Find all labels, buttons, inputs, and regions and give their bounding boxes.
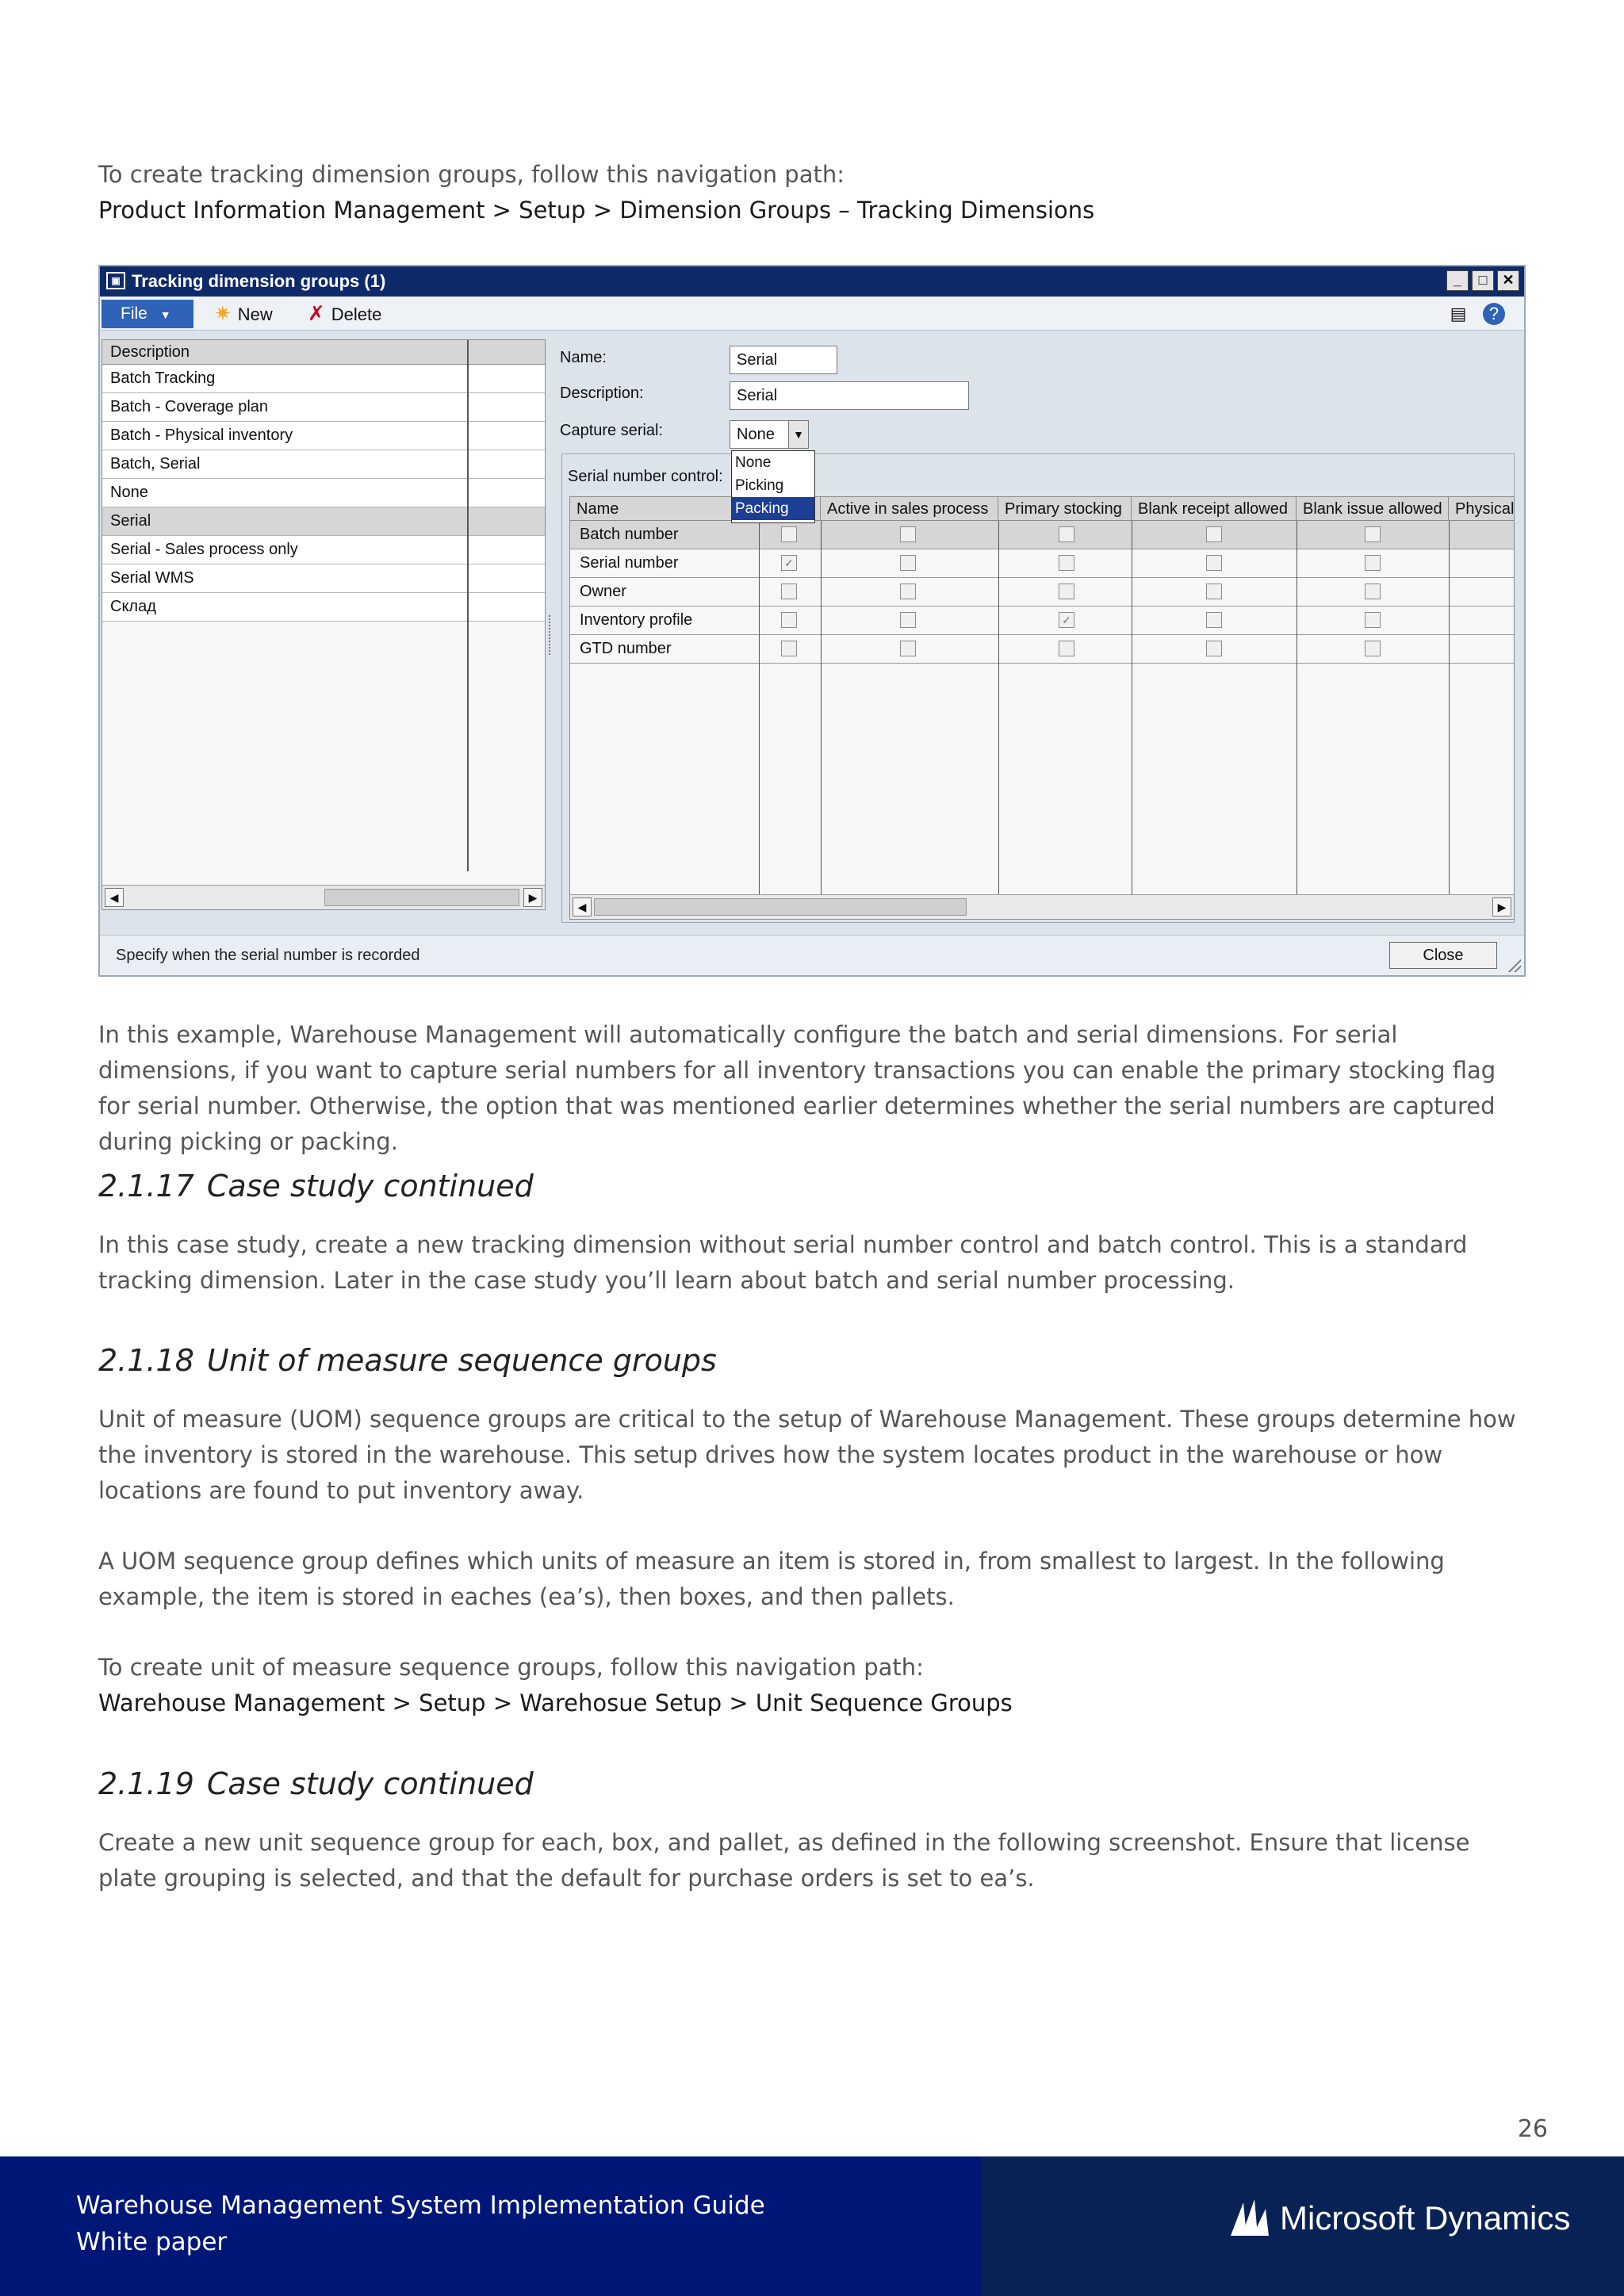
dynamics-logo-icon	[1229, 2198, 1270, 2237]
scroll-left-icon[interactable]: ◀	[573, 897, 592, 916]
paragraph: A UOM sequence group defines which units of measure an item is stored in, from smallest to largest. In the following example, the item is stored in eaches (ea’s), then boxes, and then pallets.	[98, 1548, 1445, 1610]
name-label: Name:	[560, 349, 607, 366]
table-row[interactable]	[570, 521, 1515, 549]
section-title: Case study continued	[206, 1766, 534, 1801]
delete-x-icon: ✗	[308, 301, 325, 325]
page-number: 26	[1517, 2115, 1548, 2143]
list-horizontal-scrollbar[interactable]	[102, 885, 545, 909]
section-title: Case study continued	[206, 1169, 534, 1203]
dropdown-option-picking[interactable]: Picking	[735, 477, 784, 494]
maximize-icon[interactable]: □	[1472, 270, 1494, 291]
file-label: File	[121, 304, 147, 323]
scroll-left-icon[interactable]: ◀	[105, 888, 124, 907]
checkbox[interactable]	[1365, 641, 1381, 656]
paragraph: In this example, Warehouse Management will automatically configure the batch and serial dimensions. For serial dimensions, if you want to capture serial numbers for all inventory transactions you can enable the primary stocking flag for serial number. Otherwise, the option that was mentioned earlier determines whether the serial numbers are captured during picking or packing.	[98, 1021, 1496, 1155]
checkbox[interactable]	[781, 612, 797, 628]
scroll-thumb[interactable]	[594, 898, 967, 916]
dimension-grid	[569, 496, 1515, 920]
list-item[interactable]: Batch Tracking	[102, 365, 545, 393]
description-field[interactable]: Serial	[730, 381, 969, 410]
status-text: Specify when the serial number is recorded	[116, 947, 420, 964]
list-item-selected[interactable]: Serial	[102, 507, 545, 536]
checkbox[interactable]	[1059, 584, 1074, 599]
chevron-down-icon: ▼	[159, 308, 171, 321]
list-item[interactable]: Serial - Sales process only	[102, 536, 545, 564]
checkbox[interactable]: ✓	[781, 555, 797, 571]
row-name: GTD number	[580, 640, 672, 657]
grid-column-line	[1449, 521, 1450, 895]
delete-label: Delete	[331, 304, 382, 324]
description-label: Description:	[560, 385, 644, 402]
window-title: Tracking dimension groups (1)	[132, 271, 386, 291]
layout-icon[interactable]: ▤	[1450, 304, 1467, 323]
minimize-icon[interactable]: _	[1446, 270, 1469, 291]
column-header-primary-stocking[interactable]: Primary stocking	[998, 497, 1132, 521]
checkbox[interactable]	[781, 526, 797, 542]
checkbox[interactable]	[1365, 526, 1381, 542]
section-number: 2.1.17	[98, 1169, 194, 1203]
section-heading	[98, 1766, 534, 1801]
list-item[interactable]: Serial WMS	[102, 564, 545, 593]
checkbox[interactable]	[781, 641, 797, 656]
table-row[interactable]	[570, 578, 1515, 607]
capture-serial-dropdown-list	[731, 450, 815, 523]
new-label: New	[237, 304, 273, 324]
checkbox[interactable]	[1365, 584, 1381, 599]
grid-horizontal-scrollbar[interactable]	[570, 894, 1514, 919]
checkbox[interactable]	[1206, 526, 1222, 542]
checkbox[interactable]	[1206, 612, 1222, 628]
name-field[interactable]: Serial	[730, 346, 837, 374]
section-number: 2.1.18	[98, 1343, 194, 1378]
capture-serial-select[interactable]: None	[730, 420, 790, 449]
list-item[interactable]: Batch - Physical inventory	[102, 422, 545, 450]
checkbox[interactable]: ✓	[1059, 612, 1074, 628]
scroll-right-icon[interactable]: ▶	[523, 888, 542, 907]
paragraph: In this case study, create a new tracking dimension without serial number control and batch control. This is a standard tracking dimension. Later in the case study you’ll learn about batch and serial number processing.	[98, 1231, 1468, 1294]
column-header-physical[interactable]: Physical	[1449, 497, 1515, 521]
row-name: Owner	[580, 583, 626, 600]
checkbox[interactable]	[900, 641, 916, 656]
delete-button[interactable]	[308, 300, 381, 327]
checkbox[interactable]	[1206, 584, 1222, 599]
dropdown-arrow-icon[interactable]: ▼	[788, 420, 809, 449]
row-name: Inventory profile	[580, 611, 693, 629]
section-title: Unit of measure sequence groups	[206, 1343, 717, 1378]
list-header-description[interactable]: Description	[102, 340, 545, 365]
scroll-thumb[interactable]	[324, 889, 519, 906]
checkbox[interactable]	[900, 584, 916, 599]
navigation-path: Warehouse Management > Setup > Warehosue Setup > Unit Sequence Groups	[98, 1689, 1013, 1716]
list-item[interactable]: Batch - Coverage plan	[102, 393, 545, 422]
checkbox[interactable]	[781, 584, 797, 599]
checkbox[interactable]	[1059, 526, 1074, 542]
dropdown-option-packing[interactable]: Packing	[732, 497, 814, 520]
paragraph: Create a new unit sequence group for each, box, and pallet, as defined in the following screenshot. Ensure that license plate grouping is selected, and that the default for purchase orders is set to ea’s.	[98, 1829, 1470, 1892]
column-header-active-in-sales[interactable]: Active in sales process	[821, 497, 998, 521]
checkbox[interactable]	[1206, 555, 1222, 571]
footer-title: Warehouse Management System Implementation Guide	[76, 2191, 765, 2220]
checkbox[interactable]	[1365, 555, 1381, 571]
dropdown-option-none[interactable]: None	[735, 454, 772, 471]
table-row[interactable]	[570, 549, 1515, 578]
table-row[interactable]	[570, 607, 1515, 635]
tracking-dimension-groups-window	[98, 265, 1526, 977]
paragraph: Unit of measure (UOM) sequence groups are critical to the setup of Warehouse Management. These groups determine how the inventory is stored in the warehouse. This setup drives how the system locates product in the warehouse or how locations are found to put inventory away.	[98, 1406, 1516, 1504]
status-bar	[100, 935, 1524, 975]
pane-splitter[interactable]	[549, 615, 553, 655]
column-header-blank-receipt[interactable]: Blank receipt allowed	[1132, 497, 1297, 521]
capture-serial-label: Capture serial:	[560, 422, 664, 439]
close-icon[interactable]: ✕	[1497, 270, 1519, 291]
checkbox[interactable]	[900, 555, 916, 571]
file-button[interactable]	[102, 300, 193, 328]
grid-column-line	[998, 521, 999, 895]
checkbox[interactable]	[1206, 641, 1222, 656]
checkbox[interactable]	[1059, 555, 1074, 571]
table-row[interactable]	[570, 635, 1515, 664]
intro-text: To create tracking dimension groups, follow this navigation path:	[98, 161, 845, 188]
section-number: 2.1.19	[98, 1766, 194, 1801]
navigation-path: Product Information Management > Setup > Dimension Groups – Tracking Dimensions	[98, 197, 1095, 224]
checkbox[interactable]	[900, 526, 916, 542]
column-header-blank-issue[interactable]: Blank issue allowed	[1297, 497, 1449, 521]
checkbox[interactable]	[900, 612, 916, 628]
logo-text: Microsoft Dynamics	[1280, 2199, 1571, 2237]
close-button[interactable]: Close	[1389, 942, 1497, 969]
new-button[interactable]	[214, 300, 273, 327]
paragraph: To create unit of measure sequence groups, follow this navigation path:	[98, 1654, 924, 1681]
column-divider	[467, 340, 469, 871]
row-name: Batch number	[580, 526, 679, 543]
action-pane	[100, 297, 1524, 331]
serial-number-control-label: Serial number control:	[568, 468, 723, 485]
page-footer	[0, 2156, 1624, 2296]
window-titlebar	[100, 266, 1524, 297]
grid-column-line	[821, 521, 822, 895]
app-icon: ▣	[106, 272, 125, 289]
scroll-right-icon[interactable]: ▶	[1492, 897, 1511, 916]
new-star-icon: ✷	[214, 301, 232, 325]
section-heading	[98, 1343, 717, 1378]
column-header-name[interactable]: Name	[570, 497, 759, 521]
resize-grip-icon[interactable]	[1507, 958, 1521, 972]
grid-column-line	[759, 521, 760, 895]
list-item[interactable]: Склад	[102, 593, 545, 622]
row-name: Serial number	[580, 554, 679, 572]
checkbox[interactable]	[1365, 612, 1381, 628]
list-item[interactable]: Batch, Serial	[102, 450, 545, 479]
checkbox[interactable]	[1059, 641, 1074, 656]
list-item[interactable]: None	[102, 479, 545, 507]
footer-subtitle: White paper	[76, 2228, 228, 2256]
dimension-group-list	[102, 339, 546, 910]
section-heading	[98, 1169, 534, 1203]
help-icon[interactable]: ?	[1483, 303, 1505, 325]
